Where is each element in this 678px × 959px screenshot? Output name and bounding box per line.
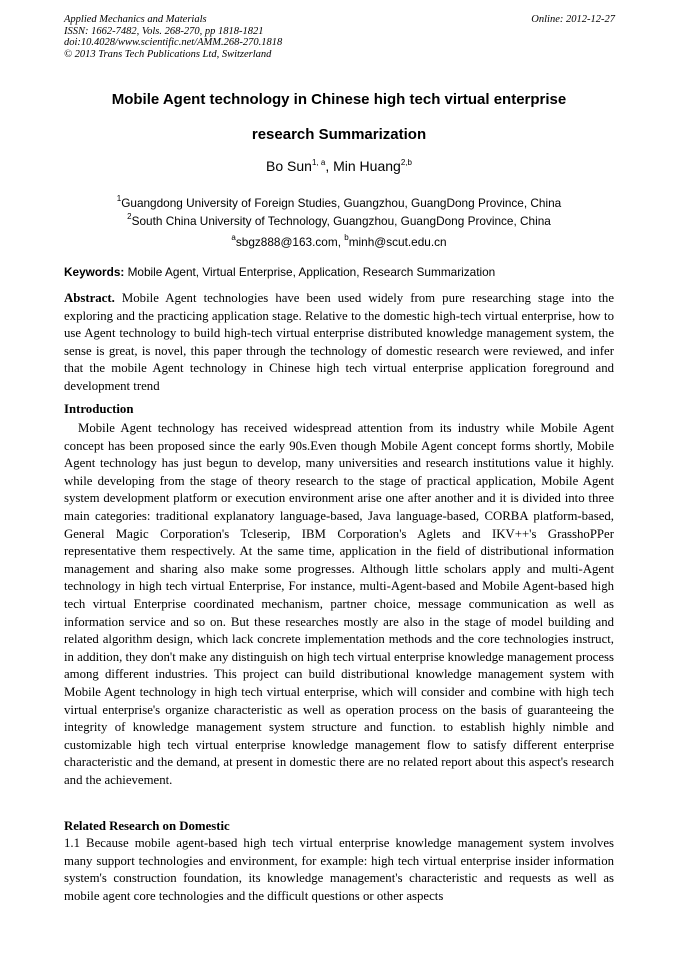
affiliation-1 [64, 196, 614, 210]
abstract-text: Mobile Agent technologies have been used widely from pure researching stage into the exploring and the practicing application stage. Relative to the domestic high-tech virtual enterprise, how to use Agent technology to build high-tech virtual enterprise distributed knowledge management system, the sense is great, is novel, this paper through the technology of domestic research were reviewed, and infer that the mobile Agent technology in Chinese high tech virtual enterprise application foreground and development trend [64, 291, 614, 393]
email-superscript: a [231, 233, 236, 242]
section-heading-related-research: Related Research on Domestic [64, 819, 230, 833]
introduction-text: Mobile Agent technology has received widespread attention from its industry while Mobile Agent concept has been proposed since the early 90s.Even though Mobile Agent concept forms shortly, Mobile Agent technology has just begun to develop, many universities and research institutions value it highly. while developing from the stage of theory research to the stage of practical application, Mobile Agent system development platform or execution environment arise one after another and it is divided into three main categories: traditional explanatory language-based, Java language-based, CORBA platform-based, General Magic Corporation's Tcleserip, IBM Corporation's Aglets and IKV++'s GrasshoPPer representative them respectively. At the same time, application in the field of distributional information management and sharing also make some progresses. Although little scholars apply and multi-Agent technology in high tech virtual Enterprise, For instance, multi-Agent-based and Mobile Agent-based high tech virtual Enterprise coordinated mechanism, partner choice, message communication as well as information service and so on. But these researches mostly are also in the stage of model building and related algorithm design, which lack concrete implementation methods and the core technologies instruct, in addition, they don't make any distinguish on high tech virtual enterprise knowledge management process among different industries. This project can build distributional knowledge management system with Mobile Agent technology in high tech virtual enterprise, which will consider and combine with high tech virtual enterprise's organize characteristic as well as operation process on the basis of guaranteeing the integrity of knowledge management system structure and function. to establish highly nimble and customizable high tech virtual enterprise knowledge management flow to satisfy different enterprise characteristic and the demand, at present in domestic there are no related report about this aspect's research and the achievement. [64, 421, 614, 787]
related-research-paragraph: 1.1 Because mobile agent-based high tech virtual enterprise knowledge management system involves many support technologies and environment, for example: high tech virtual enterprise insider information system's construction foundation, its knowledge management's characteristic and requests as well as mobile agent core technologies and the difficult questions or other aspects [64, 836, 614, 903]
doi-line: doi:10.4028/www.scientific.net/AMM.268-270.1818 [64, 37, 283, 49]
issn-line: ISSN: 1662-7482, Vols. 268-270, pp 1818-1821 [64, 25, 264, 37]
author-superscript: 1, a [311, 158, 326, 167]
email-address: minh@scut.edu.cn [348, 235, 447, 249]
email-separator: , [337, 235, 345, 249]
paper-title-line-1: Mobile Agent technology in Chinese high tech virtual enterprise [111, 91, 567, 108]
journal-header [64, 14, 282, 60]
keywords-line [64, 265, 614, 279]
section-heading-introduction: Introduction [64, 402, 134, 416]
copyright-line: © 2013 Trans Tech Publications Ltd, Switzerland [64, 48, 272, 60]
affiliation-2 [64, 214, 614, 228]
journal-name: Applied Mechanics and Materials [64, 14, 207, 25]
keywords-text: Mobile Agent, Virtual Enterprise, Application, Research Summarization [127, 265, 496, 279]
keywords-label: Keywords: [64, 265, 125, 279]
paper-title-line-2: research Summarization [251, 126, 427, 143]
affiliation-text: Guangdong University of Foreign Studies, Guangzhou, GuangDong Province, China [121, 196, 562, 210]
author-list [64, 158, 614, 174]
introduction-paragraph [64, 420, 614, 789]
affiliation-superscript: 1 [116, 194, 122, 203]
abstract-label: Abstract. [64, 291, 115, 305]
author-name: Min Huang [333, 158, 401, 174]
author-name: Bo Sun [266, 158, 312, 174]
abstract-paragraph [64, 290, 614, 396]
affiliation-text: South China University of Technology, Guangzhou, GuangDong Province, China [131, 214, 551, 228]
online-date: Online: 2012-12-27 [531, 14, 615, 25]
email-superscript: b [344, 233, 349, 242]
email-address: sbgz888@163.com [235, 235, 338, 249]
author-superscript: 2,b [400, 158, 412, 167]
affiliation-superscript: 2 [127, 212, 132, 221]
author-emails [64, 235, 614, 249]
author-separator: , [325, 158, 334, 174]
